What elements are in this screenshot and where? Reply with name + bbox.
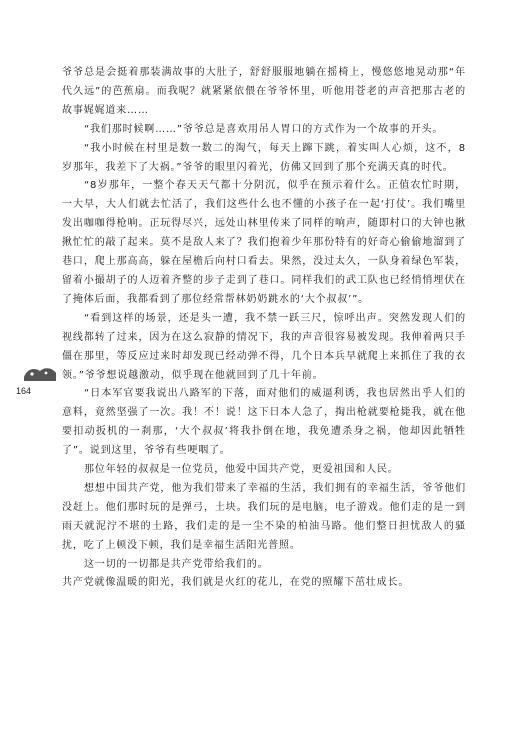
paragraph: “看到这样的场景，还是头一遭，我不禁一跃三尺，惊呼出声。突然发现人们的视线都转了过来，因为在这么寂静的情况下，我的声音很容易被发现。我伸着两只手僵在那里，等反应过来时却发现已经动弹不得，几个日本兵早就爬上来抓住了我的衣领。”爷爷想说越激动，似乎现在他就回到了几十年前。 [62,312,466,381]
paragraph: 想想中国共产党，他为我们带来了幸福的生活，我们拥有的幸福生活，爷爷他们没赶上。他们那时玩的是弹弓，土块。我们玩的是电脑，电子游戏。他们走的是一到雨天就泥泞不堪的土路，我们走的是一尘不染的柏油马路。他们整日担忧敌人的骚扰，吃了上顿没下顿，我们是幸福生活阳光普照。 [62,482,466,551]
page-corner-decoration-icon [22,363,58,383]
paragraph: 那位年轻的叔叔是一位党员，他爱中国共产党，更爱祖国和人民。 [84,464,399,476]
paragraph: 爷爷总是会挺着那装满故事的大肚子，舒舒服服地躺在摇椅上，慢悠悠地晃动那“年代久远”的芭蕉扇。而我呢？就紧紧依偎在爷爷怀里，听他用苍老的声音把那古老的故事娓娓道来…… [62,67,466,116]
paragraph: 这一切的一切都是共产党带给我们的。 [84,558,269,570]
paragraph: “日本军官要我说出八路军的下落，面对他们的威逼利诱，我也居然出乎人们的意料，竟然坚强了一次。我！不！说！这下日本人急了，掏出枪就要枪毙我，就在他要扣动扳机的一刹那，‘大个叔叔’将我扑倒在地，我免遭杀身之祸，他却因此牺牲了”。说到这里，爷爷有些哽咽了。 [62,388,466,457]
page-number: 164 [16,386,32,396]
paragraph: “我小时候在村里是数一数二的淘气，每天上蹿下跳，着实叫人心烦，这不，8岁那年，我差下了大祸。”爷爷的眼里闪着光，仿佛又回到了那个充满天真的时代。 [62,142,466,173]
paragraph: “我们那时候啊……”爷爷总是喜欢用吊人胃口的方式作为一个故事的开头。 [84,123,444,135]
article-body [62,64,466,593]
paragraph: 共产党就像温暖的阳光，我们就是火红的花儿，在党的照耀下茁壮成长。 [62,577,410,589]
paragraph: “8岁那年，一整个春天天气都十分阴沉，似乎在预示着什么。正值农忙时期，一大早，大人们就去忙活了，我们这些什么也不懂的小孩子在一起‘打仗’。我们嘴里发出咖咖得枪响。正玩得尽兴，远处山林里传来了同样的响声，随即村口的大钟也揪揪忙忙的敲了起来。莫不是敌人来了？我们抱着少年那份特有的好奇心偷偷地溜到了巷口，爬上那高高，躲在屋檐后向村口看去。果然，没过太久，一队身着绿色军装，留着小撮胡子的人迈着齐整的步子走到了巷口。同样我们的武工队也已经悄悄埋伏在了掩体后面，我都看到了那位经常帮林奶奶跳水的‘大个叔叔’”。 [62,180,466,305]
